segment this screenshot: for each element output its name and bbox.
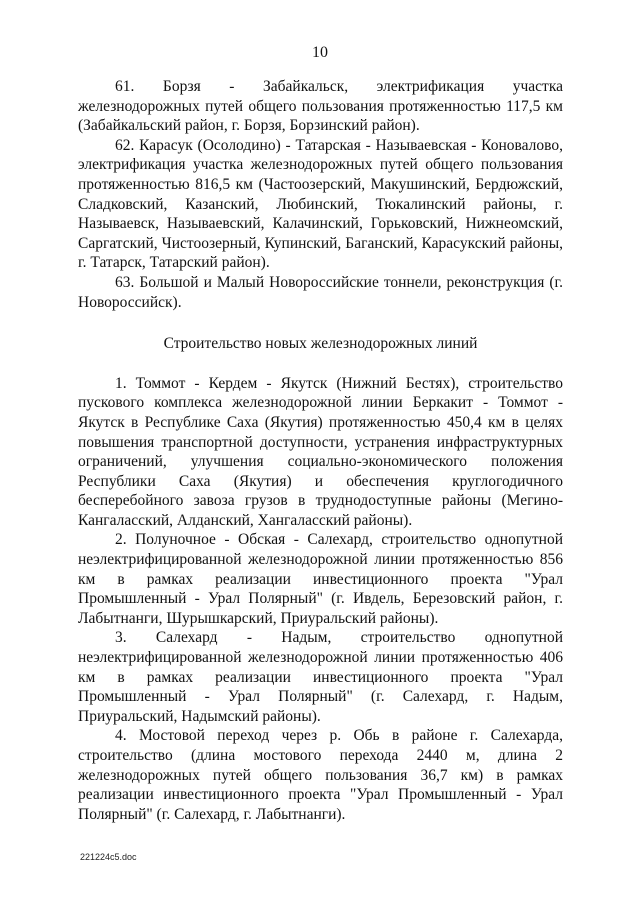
- page-number: 10: [312, 44, 328, 61]
- paragraph-item-62: 62. Карасук (Осолодино) - Татарская - Называевская - Коновалово, электрификация участка железнодорожных путей общего пользования протяженностью 816,5 км (Частоозерский, Макушинский, Бердюжский, Сладковский, Казанский, Любинский, Тюкалинский районы, г. Называевск, Называевский, Калачинский, Горьковский, Нижнеомский, Саргатский, Чистоозерный, Купинский, Баганский, Карасукский районы, г. Татарск, Татарский район).: [78, 136, 563, 272]
- section-heading: Строительство новых железнодорожных линий: [163, 335, 478, 353]
- paragraph-item-4: 4. Мостовой переход через р. Обь в районе г. Салехарда, строительство (длина мостового перехода 2440 м, длина 2 железнодорожных путей общего пользования 36,7 км) в рамках реализации инвестиционного проекта "Урал Промышленный - Урал Полярный" (г. Салехард, г. Лабытнанги).: [78, 727, 563, 823]
- paragraph-item-1: 1. Томмот - Кердем - Якутск (Нижний Бестях), строительство пускового комплекса железнодорожной линии Беркакит - Томмот - Якутск в Республике Саха (Якутия) протяженностью 450,4 км в целях повышения транспортной доступности, устранения инфраструктурных ограничений, улучшения социально-экономического положения Республики Саха (Якутия) и обеспечения круглогодичного бесперебойного завоза грузов в труднодоступные районы (Мегино-Кангаласский, Алданский, Хангаласский районы).: [78, 374, 563, 529]
- paragraph-item-2: 2. Полуночное - Обская - Салехард, строительство однопутной неэлектрифицированной железнодорожной линии протяженностью 856 км в рамках реализации инвестиционного проекта "Урал Промышленный - Урал Полярный" (г. Ивдель, Березовский район, г. Лабытнанги, Шурышкарский, Приуральский районы).: [78, 531, 563, 627]
- paragraph-item-3: 3. Салехард - Надым, строительство однопутной неэлектрифицированной железнодорожной линии протяженностью 406 км в рамках реализации инвестиционного проекта "Урал Промышленный - Урал Полярный" (г. Салехард, г. Надым, Приуральский, Надымский районы).: [78, 629, 563, 725]
- footer-filename: 221224c5.doc: [80, 852, 137, 862]
- paragraph-item-63: 63. Большой и Малый Новороссийские тоннели, реконструкция (г. Новороссийск).: [78, 273, 563, 311]
- document-body: [78, 77, 563, 824]
- paragraph-item-61: 61. Борзя - Забайкальск, электрификация участка железнодорожных путей общего пользования протяженностью 117,5 км (Забайкальский район, г. Борзя, Борзинский район).: [78, 78, 563, 135]
